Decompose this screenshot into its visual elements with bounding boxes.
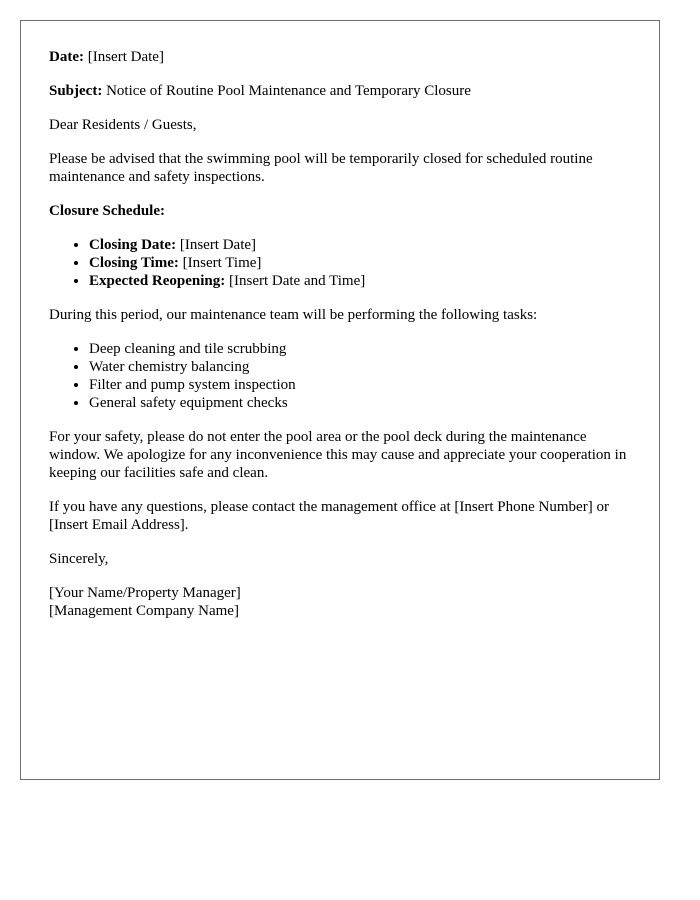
schedule-heading: Closure Schedule: bbox=[49, 203, 165, 219]
schedule-item bbox=[89, 236, 631, 254]
schedule-item-value: [Insert Time] bbox=[178, 255, 262, 271]
schedule-item-label: Closing Time: bbox=[89, 255, 179, 271]
safety-paragraph: For your safety, please do not enter the pool area or the pool deck during the maintenance window. We apologize for any inconvenience this may cause and appreciate your cooperation in keeping our facilities safe and clean. bbox=[49, 429, 627, 481]
task-item: • Filter and pump system inspection bbox=[89, 376, 631, 394]
letter-page bbox=[20, 20, 660, 780]
schedule-item-label: Expected Reopening: bbox=[89, 273, 226, 289]
schedule-item-value: [Insert Date and Time] bbox=[225, 273, 366, 289]
task-item: • General safety equipment checks bbox=[89, 394, 631, 412]
schedule-item-label: Closing Date: bbox=[89, 237, 177, 253]
subject-line bbox=[49, 82, 631, 100]
greeting: Dear Residents / Guests, bbox=[49, 117, 197, 133]
subject-value: Notice of Routine Pool Maintenance and Temporary Closure bbox=[102, 83, 471, 99]
date-line bbox=[49, 48, 631, 66]
schedule-list bbox=[49, 236, 631, 290]
signature-block bbox=[49, 584, 631, 620]
date-value: [Insert Date] bbox=[83, 49, 164, 65]
tasks-intro: During this period, our maintenance team will be performing the following tasks: bbox=[49, 307, 538, 323]
signature-company: [Management Company Name] bbox=[49, 603, 239, 619]
date-label: Date: bbox=[49, 49, 84, 65]
tasks-list bbox=[49, 340, 631, 412]
signature-name: [Your Name/Property Manager] bbox=[49, 585, 241, 601]
task-item: • Water chemistry balancing bbox=[89, 358, 631, 376]
schedule-item bbox=[89, 272, 631, 290]
schedule-item bbox=[89, 254, 631, 272]
task-item: • Deep cleaning and tile scrubbing bbox=[89, 340, 631, 358]
subject-label: Subject: bbox=[49, 83, 103, 99]
schedule-item-value: [Insert Date] bbox=[176, 237, 257, 253]
contact-paragraph: If you have any questions, please contact the management office at [Insert Phone Number] or [Insert Email Address]. bbox=[49, 499, 609, 533]
intro-paragraph: Please be advised that the swimming pool will be temporarily closed for scheduled routine maintenance and safety inspections. bbox=[49, 151, 593, 185]
closing: Sincerely, bbox=[49, 551, 109, 567]
